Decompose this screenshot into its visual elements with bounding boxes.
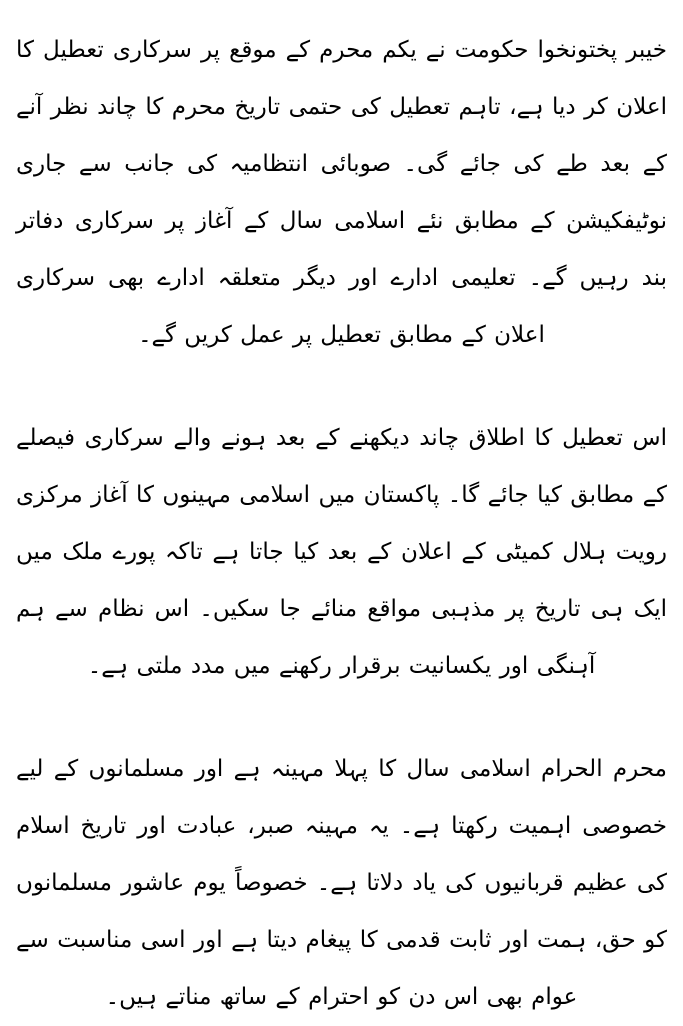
- paragraph-moon-sighting: اس تعطیل کا اطلاق چاند دیکھنے کے بعد ہونے والے سرکاری فیصلے کے مطابق کیا جائے گا۔ پاکستان میں اسلامی مہینوں کا آغاز مرکزی رویت ہلال کمیٹی کے اعلان کے بعد کیا جاتا ہے تاکہ پورے ملک میں ایک ہی تاریخ پر مذہبی مواقع منائے جا سکیں۔ اس نظام سے ہم آہنگی اور یکسانیت برقرار رکھنے میں مدد ملتی ہے۔: [16, 425, 667, 679]
- paragraph-holiday-announcement: خیبر پختونخوا حکومت نے یکم محرم کے موقع پر سرکاری تعطیل کا اعلان کر دیا ہے، تاہم تعطیل کی حتمی تاریخ محرم کا چاند نظر آنے کے بعد طے کی جائے گی۔ صوبائی انتظامیہ کی جانب سے جاری نوٹیفکیشن کے مطابق نئے اسلامی سال کے آغاز پر سرکاری دفاتر بند رہیں گے۔ تعلیمی ادارے اور دیگر متعلقہ ادارے بھی سرکاری اعلان کے مطابق تعطیل پر عمل کریں گے۔: [16, 37, 667, 348]
- paragraph-muharram-significance: محرم الحرام اسلامی سال کا پہلا مہینہ ہے اور مسلمانوں کے لیے خصوصی اہمیت رکھتا ہے۔ یہ مہینہ صبر، عبادت اور تاریخ اسلام کی عظیم قربانیوں کی یاد دلاتا ہے۔ خصوصاً یوم عاشور مسلمانوں کو حق، ہمت اور ثابت قدمی کا پیغام دیتا ہے اور اسی مناسبت سے عوام بھی اس دن کو احترام کے ساتھ مناتے ہیں۔: [16, 756, 667, 1010]
